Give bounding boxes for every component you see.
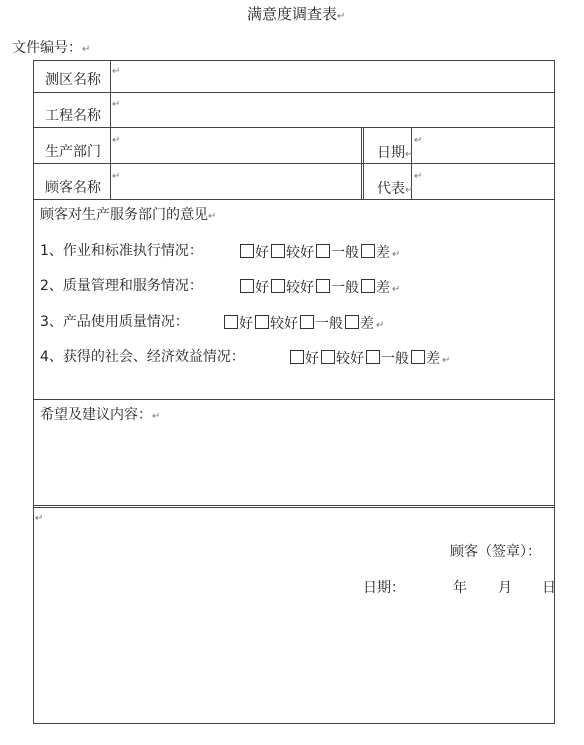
signature-date-label: 日期： <box>363 580 405 596</box>
date-field[interactable] <box>416 129 552 161</box>
checkbox-fairly-good[interactable] <box>321 350 335 364</box>
para-mark: ↵ <box>112 171 121 182</box>
para-mark: ↵ <box>112 99 121 110</box>
representative-field[interactable] <box>416 165 552 197</box>
customer-signature-label: 顾客（签章）： <box>450 544 541 560</box>
survey-area-label: 测区名称 <box>45 72 101 88</box>
checkbox-good[interactable] <box>240 279 254 293</box>
customer-name-label: 顾客名称 <box>45 180 101 196</box>
representative-label: 代表↵ <box>377 181 414 197</box>
suggestions-label: 希望及建议内容：↵ <box>40 407 161 423</box>
opinion-item-4: 4、获得的社会、经济效益情况： <box>40 349 245 365</box>
checkbox-average[interactable] <box>316 244 330 258</box>
para-mark: ↵ <box>414 171 423 182</box>
para-mark: ↵ <box>112 66 121 77</box>
para-mark: ↵ <box>35 513 44 524</box>
checkbox-poor[interactable] <box>361 244 375 258</box>
checkbox-average[interactable] <box>300 315 314 329</box>
file-number-label: 文件编号：↵ <box>12 40 91 56</box>
day-label: 日 <box>542 580 556 596</box>
date-label: 日期↵ <box>377 145 414 161</box>
project-name-field[interactable] <box>114 94 552 125</box>
year-label: 年 <box>453 580 467 596</box>
checkbox-fairly-good[interactable] <box>255 315 269 329</box>
checkbox-good[interactable] <box>224 315 238 329</box>
customer-name-field[interactable] <box>114 165 358 197</box>
checkbox-fairly-good[interactable] <box>271 279 285 293</box>
opinion-item-2: 2、质量管理和服务情况： <box>40 278 203 294</box>
department-field[interactable] <box>114 129 358 161</box>
suggestions-field[interactable] <box>36 428 552 502</box>
para-mark: ↵ <box>112 135 121 146</box>
rating-options-2: 好 较好 一般 差 ↵ <box>240 279 400 295</box>
checkbox-good[interactable] <box>240 244 254 258</box>
opinion-heading: 顾客对生产服务部门的意见↵ <box>40 207 217 223</box>
rating-options-4: 好 较好 一般 差 ↵ <box>290 350 450 366</box>
rating-options-1: 好 较好 一般 差 ↵ <box>240 244 400 260</box>
page-title: 满意度调查表↵ <box>247 5 346 23</box>
department-label: 生产部门 <box>45 144 101 160</box>
survey-area-field[interactable] <box>114 62 552 90</box>
checkbox-average[interactable] <box>366 350 380 364</box>
opinion-item-3: 3、产品使用质量情况： <box>40 314 189 330</box>
opinion-item-1: 1、作业和标准执行情况： <box>40 243 203 259</box>
month-label: 月 <box>498 580 512 596</box>
project-name-label: 工程名称 <box>45 108 101 124</box>
para-mark: ↵ <box>414 135 423 146</box>
checkbox-poor[interactable] <box>345 315 359 329</box>
checkbox-average[interactable] <box>316 279 330 293</box>
checkbox-good[interactable] <box>290 350 304 364</box>
rating-options-3: 好 较好 一般 差 ↵ <box>224 315 384 331</box>
checkbox-poor[interactable] <box>361 279 375 293</box>
checkbox-poor[interactable] <box>411 350 425 364</box>
checkbox-fairly-good[interactable] <box>271 244 285 258</box>
